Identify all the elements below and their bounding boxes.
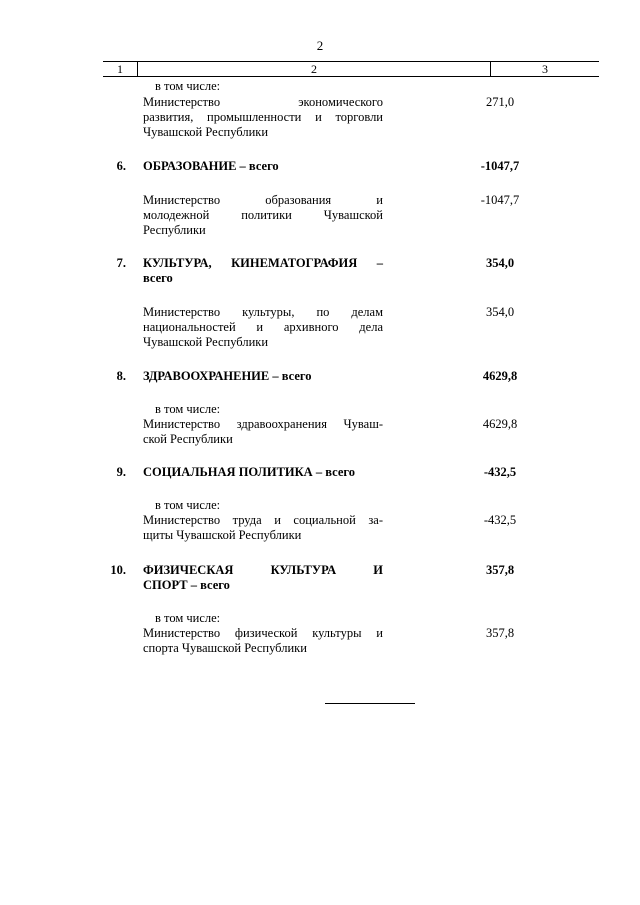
text-line: ской Республики xyxy=(143,432,233,446)
text-line: Чувашской Республики xyxy=(143,125,269,139)
section-7-ministry-value: 354,0 xyxy=(485,305,515,319)
text-line: Министерство образования и xyxy=(143,193,383,207)
subheading-in-that-number: в том числе: xyxy=(155,79,221,93)
section-10-ministry-text xyxy=(143,626,383,656)
table-header-col-2: 2 xyxy=(138,62,491,76)
text-line: Министерство физической культуры и xyxy=(143,626,383,640)
section-9-ministry-text xyxy=(143,513,383,543)
text-line: Министерство здравоохранения Чуваш- xyxy=(143,417,383,431)
section-9-total: -432,5 xyxy=(483,465,517,479)
text-line: Чувашской Республики xyxy=(143,335,269,349)
title-line: ОБРАЗОВАНИЕ – всего xyxy=(143,159,279,173)
text-line: Республики xyxy=(143,223,206,237)
ministry-economic-value: 271,0 xyxy=(485,95,515,109)
table-header-col-1: 1 xyxy=(103,62,138,76)
text-line: спорта Чувашской Республики xyxy=(143,641,307,655)
text-line: Министерство культуры, по делам xyxy=(143,305,383,319)
section-9-ministry-value: -432,5 xyxy=(483,513,517,527)
section-8-total: 4629,8 xyxy=(482,369,518,383)
section-10-title xyxy=(143,563,383,593)
section-6-ministry-text xyxy=(143,193,383,238)
text-line: развития, промышленности и торговли xyxy=(143,110,383,124)
section-6-total: -1047,7 xyxy=(480,159,520,173)
ministry-economic-text xyxy=(143,95,383,140)
section-9-number: 9. xyxy=(116,465,126,479)
title-line: СОЦИАЛЬНАЯ ПОЛИТИКА – всего xyxy=(143,465,355,479)
closing-divider xyxy=(325,703,415,704)
title-line: ЗДРАВООХРАНЕНИЕ – всего xyxy=(143,369,312,383)
title-line: всего xyxy=(143,271,173,285)
title-line: КУЛЬТУРА, КИНЕМАТОГРАФИЯ – xyxy=(143,256,383,270)
section-8-ministry-text xyxy=(143,417,383,447)
section-8-ministry-value: 4629,8 xyxy=(482,417,518,431)
section-6-number: 6. xyxy=(116,159,126,173)
text-line: Министерство экономического xyxy=(143,95,383,109)
table-header-col-3: 3 xyxy=(542,62,548,76)
text-line: национальностей и архивного дела xyxy=(143,320,383,334)
text-line: щиты Чувашской Республики xyxy=(143,528,302,542)
text-line: молодежной политики Чувашской xyxy=(143,208,383,222)
section-7-ministry-text xyxy=(143,305,383,350)
section-10-ministry-value: 357,8 xyxy=(485,626,515,640)
section-7-total: 354,0 xyxy=(485,256,515,270)
section-9-subheading: в том числе: xyxy=(155,498,221,512)
section-8-title xyxy=(143,369,383,384)
section-6-title xyxy=(143,159,383,174)
section-9-title xyxy=(143,465,383,480)
section-7-title xyxy=(143,256,383,286)
section-8-number: 8. xyxy=(116,369,126,383)
text-line: Министерство труда и социальной за- xyxy=(143,513,383,527)
section-10-subheading: в том числе: xyxy=(155,611,221,625)
section-8-subheading: в том числе: xyxy=(155,402,221,416)
section-10-number: 10. xyxy=(110,563,126,577)
title-line: ФИЗИЧЕСКАЯ КУЛЬТУРА И xyxy=(143,563,383,577)
title-line: СПОРТ – всего xyxy=(143,578,230,592)
section-7-number: 7. xyxy=(116,256,126,270)
section-10-total: 357,8 xyxy=(485,563,515,577)
section-6-ministry-value: -1047,7 xyxy=(480,193,520,207)
table-header-row xyxy=(103,61,599,77)
page-number: 2 xyxy=(316,38,324,53)
